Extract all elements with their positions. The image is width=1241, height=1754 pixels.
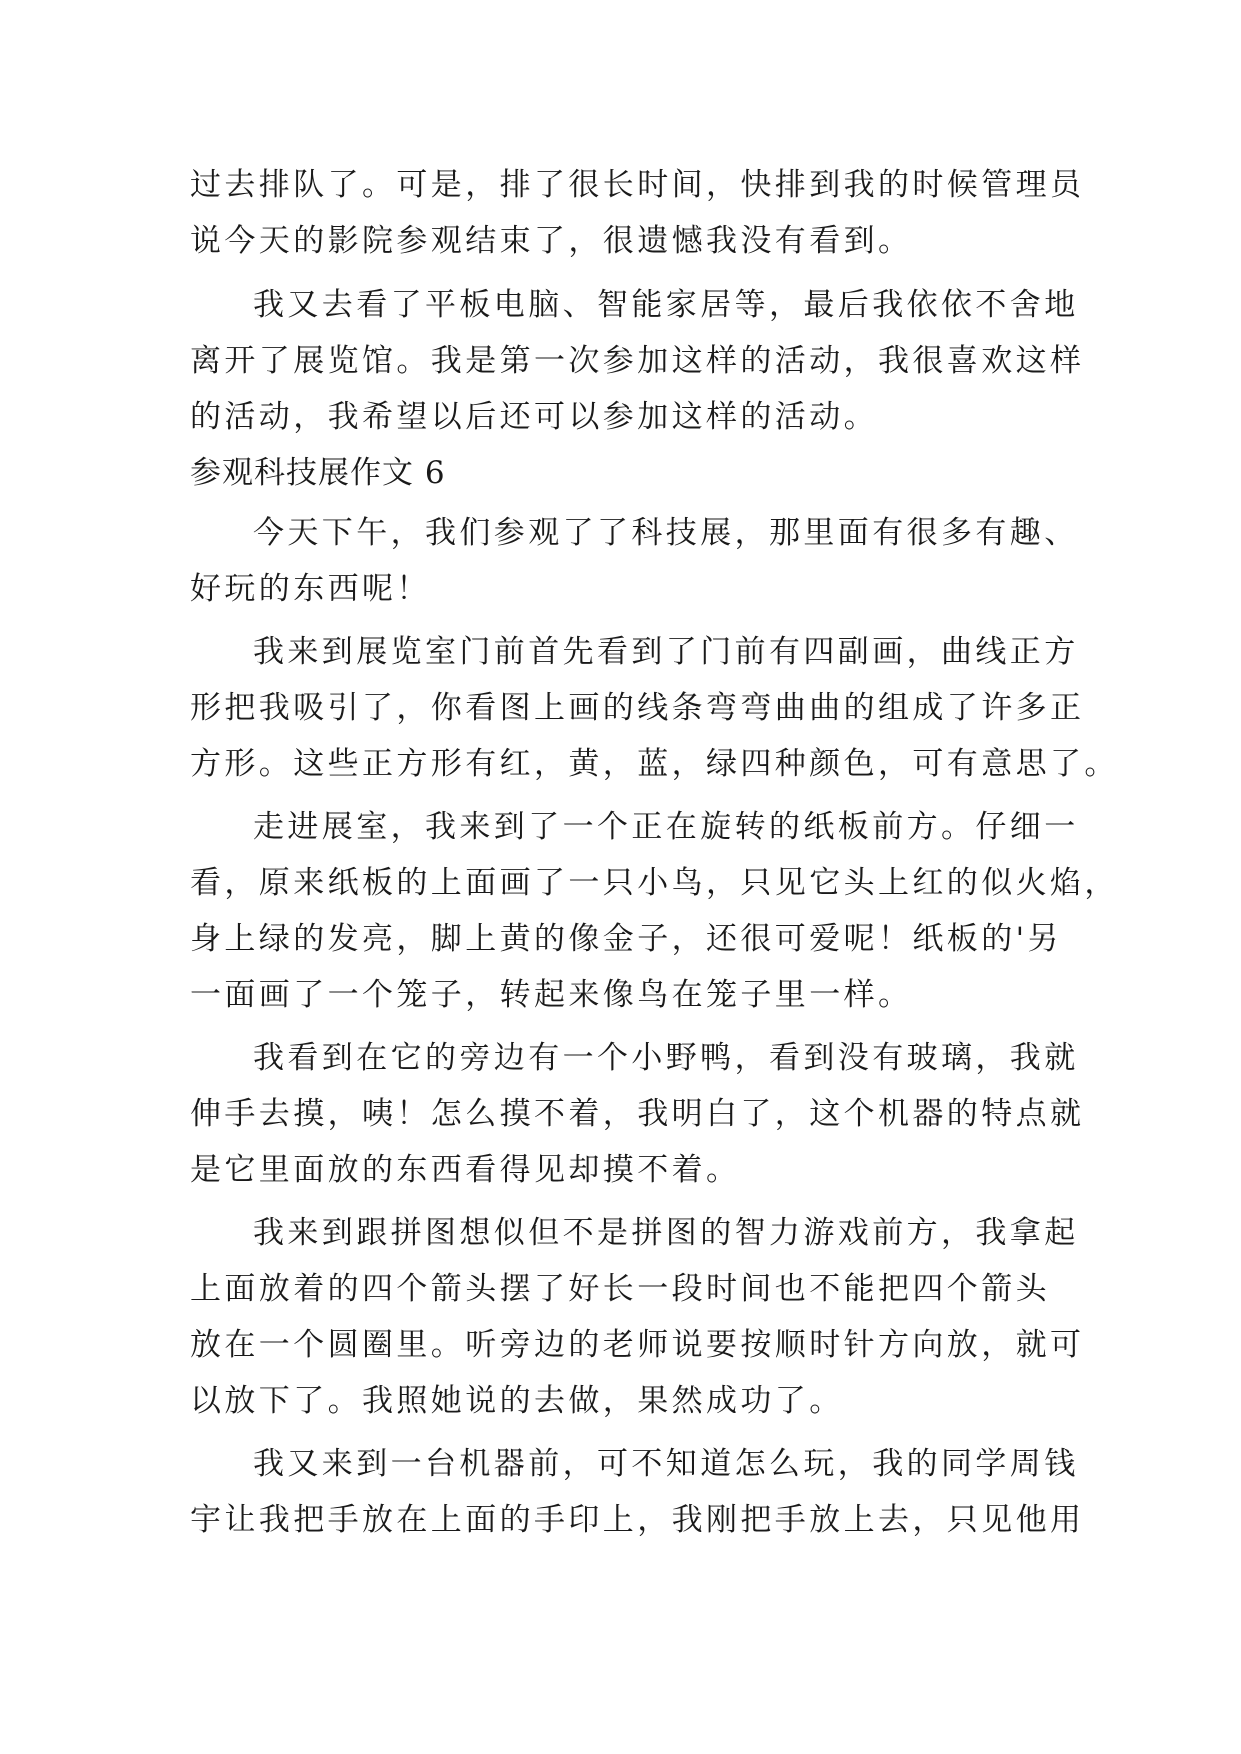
paragraph-first-line: 我又来到一台机器前，可不知道怎么玩，我的同学周钱 — [253, 1446, 1079, 1482]
section-heading: 参观科技展作文 6 — [190, 455, 446, 491]
text-line: 放在一个圆圈里。听旁边的老师说要按顺时针方向放，就可 — [190, 1327, 1085, 1363]
text-line: 说今天的影院参观结束了，很遗憾我没有看到。 — [190, 223, 913, 259]
paragraph-first-line: 我又去看了平板电脑、智能家居等，最后我依依不舍地 — [253, 287, 1079, 323]
paragraph-first-line: 走进展室，我来到了一个正在旋转的纸板前方。仔细一 — [253, 809, 1079, 845]
text-line: 宇让我把手放在上面的手印上，我刚把手放上去，只见他用 — [190, 1502, 1085, 1538]
paragraph-first-line: 我来到跟拼图想似但不是拼图的智力游戏前方，我拿起 — [253, 1215, 1079, 1251]
paragraph-first-line: 我看到在它的旁边有一个小野鸭，看到没有玻璃，我就 — [253, 1040, 1079, 1076]
text-line: 一面画了一个笼子，转起来像鸟在笼子里一样。 — [190, 977, 913, 1013]
text-line: 过去排队了。可是，排了很长时间，快排到我的时候管理员 — [190, 167, 1085, 203]
text-line: 形把我吸引了，你看图上画的线条弯弯曲曲的组成了许多正 — [190, 690, 1085, 726]
paragraph-first-line: 我来到展览室门前首先看到了门前有四副画，曲线正方 — [253, 634, 1079, 670]
paragraph-first-line: 今天下午，我们参观了了科技展，那里面有很多有趣、 — [253, 515, 1079, 551]
text-line: 上面放着的四个箭头摆了好长一段时间也不能把四个箭头 — [190, 1271, 1050, 1307]
text-line: 好玩的东西呢！ — [190, 571, 431, 607]
text-line: 以放下了。我照她说的去做，果然成功了。 — [190, 1383, 844, 1419]
text-line: 是它里面放的东西看得见却摸不着。 — [190, 1152, 741, 1188]
text-line: 伸手去摸，咦！怎么摸不着，我明白了，这个机器的特点就 — [190, 1096, 1085, 1132]
text-line: 身上绿的发亮，脚上黄的像金子，还很可爱呢！纸板的'另 — [190, 921, 1062, 957]
text-line: 方形。这些正方形有红，黄，蓝，绿四种颜色，可有意思了。 — [190, 746, 1119, 782]
text-line: 离开了展览馆。我是第一次参加这样的活动，我很喜欢这样 — [190, 343, 1085, 379]
text-line: 的活动，我希望以后还可以参加这样的活动。 — [190, 399, 878, 435]
text-line: 看，原来纸板的上面画了一只小鸟，只见它头上红的似火焰， — [190, 865, 1119, 901]
